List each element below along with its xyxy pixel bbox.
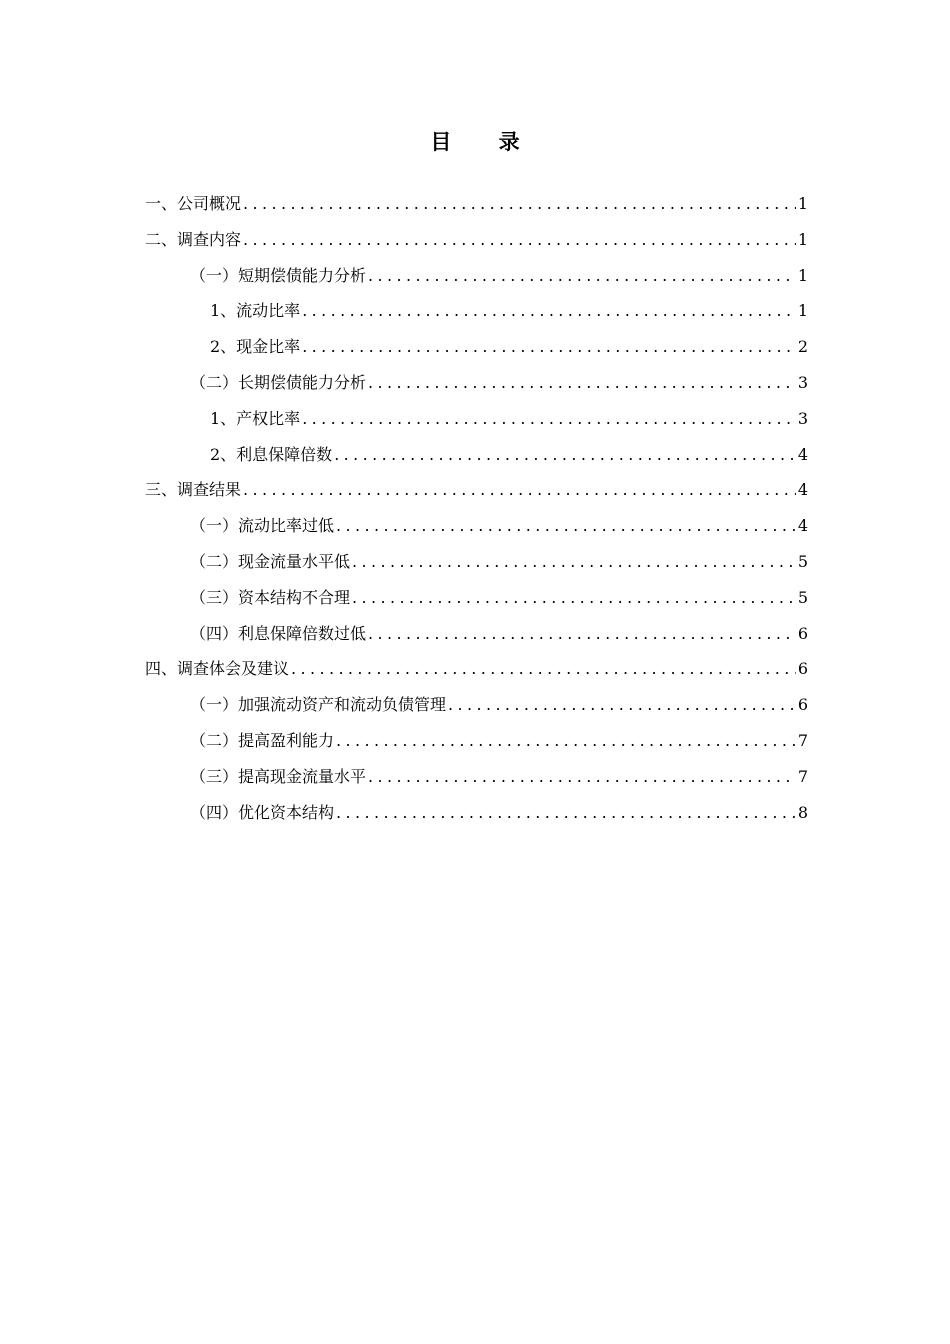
toc-entry-label: （二）现金流量水平低 bbox=[190, 551, 351, 571]
toc-entry-page-number: 7 bbox=[797, 730, 808, 750]
toc-entry-page-number: 1 bbox=[797, 265, 808, 285]
toc-entry[interactable] bbox=[145, 695, 808, 731]
toc-entry[interactable] bbox=[145, 373, 808, 409]
toc-entry-page-number: 5 bbox=[797, 587, 808, 607]
toc-entry[interactable] bbox=[145, 624, 808, 660]
toc-entry[interactable] bbox=[145, 266, 808, 302]
toc-entry[interactable] bbox=[145, 194, 808, 230]
toc-entry-label: 四、调查体会及建议 bbox=[145, 659, 290, 679]
toc-entry-label: 2、现金比率 bbox=[210, 337, 301, 357]
toc-entry-label: （一）流动比率过低 bbox=[190, 516, 335, 536]
toc-entry-label: （二）长期偿债能力分析 bbox=[190, 372, 367, 392]
toc-entry-page-number: 8 bbox=[797, 802, 808, 822]
toc-entry-page-number: 6 bbox=[797, 695, 808, 715]
table-of-contents bbox=[145, 194, 808, 838]
toc-entry-label: （二）提高盈利能力 bbox=[190, 730, 335, 750]
toc-entry-label: （三）资本结构不合理 bbox=[190, 587, 351, 607]
toc-dot-leader bbox=[352, 588, 796, 608]
toc-entry-page-number: 3 bbox=[797, 408, 808, 428]
toc-entry-page-number: 6 bbox=[797, 623, 808, 643]
toc-dot-leader bbox=[352, 552, 796, 572]
toc-entry-label: 1、流动比率 bbox=[210, 301, 301, 321]
toc-dot-leader bbox=[336, 516, 796, 536]
toc-dot-leader bbox=[334, 445, 796, 465]
toc-entry-page-number: 4 bbox=[797, 516, 808, 536]
toc-dot-leader bbox=[368, 767, 796, 787]
toc-entry[interactable] bbox=[145, 445, 808, 481]
toc-entry-label: （四）利息保障倍数过低 bbox=[190, 623, 367, 643]
toc-entry[interactable] bbox=[145, 480, 808, 516]
toc-entry[interactable] bbox=[145, 301, 808, 337]
toc-entry-label: 二、调查内容 bbox=[145, 229, 242, 249]
toc-entry-page-number: 5 bbox=[797, 551, 808, 571]
toc-dot-leader bbox=[243, 194, 796, 214]
toc-dot-leader bbox=[302, 409, 796, 429]
toc-entry[interactable] bbox=[145, 659, 808, 695]
toc-entry-page-number: 4 bbox=[797, 480, 808, 500]
toc-entry-page-number: 2 bbox=[797, 337, 808, 357]
toc-entry-label: （四）优化资本结构 bbox=[190, 802, 335, 822]
toc-entry-label: 三、调查结果 bbox=[145, 480, 242, 500]
toc-entry[interactable] bbox=[145, 803, 808, 839]
toc-dot-leader bbox=[448, 695, 796, 715]
toc-entry-page-number: 3 bbox=[797, 372, 808, 392]
toc-entry[interactable] bbox=[145, 731, 808, 767]
toc-entry[interactable] bbox=[145, 588, 808, 624]
toc-entry-label: （一）加强流动资产和流动负债管理 bbox=[190, 695, 447, 715]
toc-entry-page-number: 6 bbox=[797, 659, 808, 679]
toc-entry[interactable] bbox=[145, 767, 808, 803]
toc-entry-page-number: 1 bbox=[797, 301, 808, 321]
toc-entry-label: 2、利息保障倍数 bbox=[210, 444, 333, 464]
toc-dot-leader bbox=[243, 230, 796, 250]
page-title: 目 录 bbox=[430, 130, 540, 154]
toc-entry[interactable] bbox=[145, 552, 808, 588]
toc-entry-page-number: 4 bbox=[797, 444, 808, 464]
toc-dot-leader bbox=[302, 337, 796, 357]
toc-dot-leader bbox=[302, 301, 796, 321]
toc-entry[interactable] bbox=[145, 337, 808, 373]
toc-entry[interactable] bbox=[145, 516, 808, 552]
toc-dot-leader bbox=[243, 480, 796, 500]
toc-entry-page-number: 7 bbox=[797, 766, 808, 786]
toc-entry[interactable] bbox=[145, 409, 808, 445]
toc-entry-label: （一）短期偿债能力分析 bbox=[190, 265, 367, 285]
toc-entry-label: 一、公司概况 bbox=[145, 194, 242, 213]
toc-entry-page-number: 1 bbox=[797, 194, 808, 213]
toc-dot-leader bbox=[368, 266, 796, 286]
toc-dot-leader bbox=[368, 624, 796, 644]
toc-dot-leader bbox=[291, 659, 796, 679]
toc-dot-leader bbox=[368, 373, 796, 393]
toc-entry[interactable] bbox=[145, 230, 808, 266]
toc-entry-page-number: 1 bbox=[797, 229, 808, 249]
toc-entry-label: 1、产权比率 bbox=[210, 408, 301, 428]
toc-dot-leader bbox=[336, 803, 796, 823]
toc-dot-leader bbox=[336, 731, 796, 751]
toc-entry-label: （三）提高现金流量水平 bbox=[190, 766, 367, 786]
